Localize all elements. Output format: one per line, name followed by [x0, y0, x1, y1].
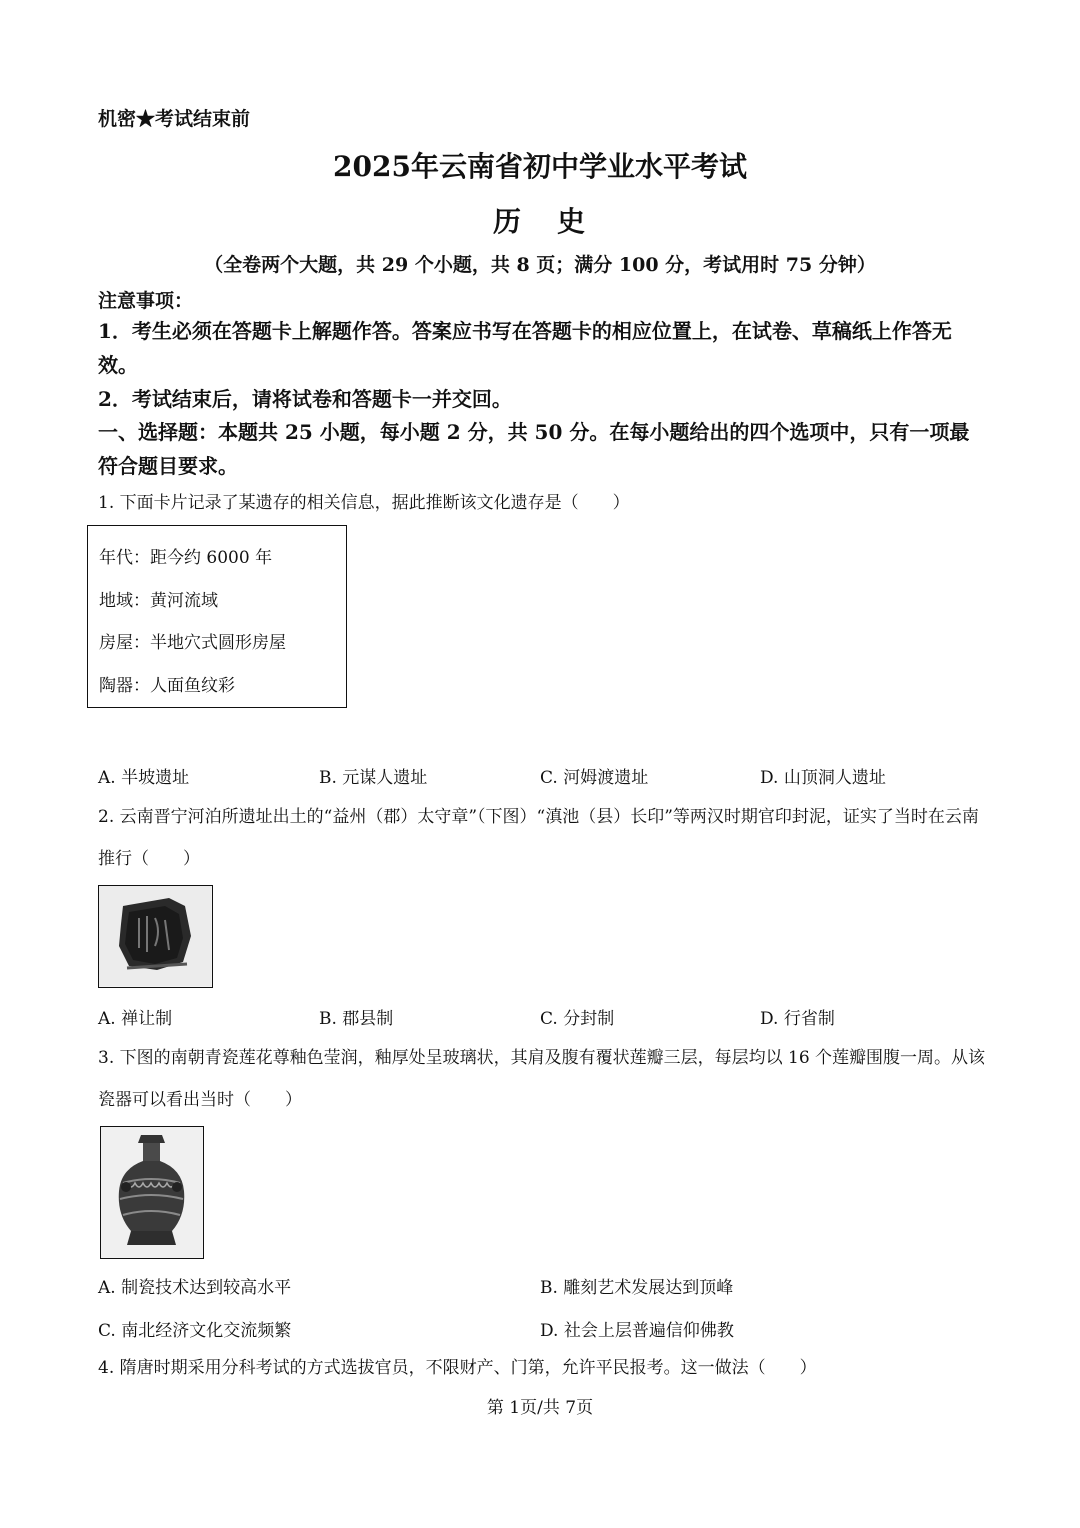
- q1-option-d[interactable]: D. 山顶洞人遗址: [760, 768, 886, 788]
- lotus-vase-illustration: [101, 1127, 202, 1257]
- subject-char-1: 历: [492, 205, 523, 238]
- q1-option-a[interactable]: A. 半坡遗址: [98, 768, 190, 788]
- notice-item-2: 2．考试结束后，请将试卷和答题卡一并交回。: [98, 387, 512, 411]
- q1-option-c[interactable]: C. 河姆渡遗址: [540, 768, 649, 788]
- q2-option-b[interactable]: B. 郡县制: [319, 1009, 394, 1029]
- page-number: 第 1页/共 7页: [486, 1398, 594, 1418]
- q3-stem: 3. 下图的南朝青瓷莲花尊釉色莹润，釉厚处呈玻璃状，其肩及腹有覆状莲瓣三层，每层均以 16 个莲瓣围腹一周。从该瓷器可以看出当时（ ）: [98, 1048, 986, 1110]
- q3-option-d[interactable]: D. 社会上层普遍信仰佛教: [540, 1321, 734, 1341]
- subject-char-2: 史: [557, 205, 588, 238]
- subject-title: [0, 200, 1080, 240]
- lotus-vase-image: [100, 1126, 204, 1259]
- seal-clay-illustration: [99, 886, 211, 986]
- card-line: 房屋：半地穴式圆形房屋: [99, 633, 286, 653]
- card-line: 年代：距今约 6000 年: [99, 548, 273, 568]
- q3-option-b[interactable]: B. 雕刻艺术发展达到顶峰: [540, 1278, 734, 1298]
- exam-title: 2025年云南省初中学业水平考试: [333, 150, 747, 183]
- q1-info-card: [87, 525, 347, 708]
- q1-stem: 1. 下面卡片记录了某遗存的相关信息，据此推断该文化遗存是（ ）: [98, 493, 630, 513]
- q2-stem: 2. 云南晋宁河泊所遗址出土的“益州（郡）太守章”（下图）“滇池（县）长印”等两汉时期官印封泥，证实了当时在云南推行（ ）: [98, 807, 979, 869]
- q2-option-d[interactable]: D. 行省制: [760, 1009, 835, 1029]
- confidential-label: 机密★考试结束前: [98, 108, 251, 130]
- exam-info: （全卷两个大题，共 29 个小题，共 8 页；满分 100 分，考试用时 75 分钟）: [204, 254, 876, 276]
- q4-stem: 4. 隋唐时期采用分科考试的方式选拔官员，不限财产、门第，允许平民报考。这一做法（ ）: [98, 1358, 817, 1378]
- card-line: 地域：黄河流域: [99, 591, 218, 611]
- q3-option-a[interactable]: A. 制瓷技术达到较高水平: [98, 1278, 292, 1298]
- notice-title: 注意事项：: [98, 290, 194, 312]
- q2-option-a[interactable]: A. 禅让制: [98, 1009, 173, 1029]
- q3-option-c[interactable]: C. 南北经济文化交流频繁: [98, 1321, 292, 1341]
- q1-option-b[interactable]: B. 元谋人遗址: [319, 768, 428, 788]
- seal-clay-image: [98, 885, 213, 988]
- notice-item-1: 1．考生必须在答题卡上解题作答。答案应书写在答题卡的相应位置上，在试卷、草稿纸上作答无效。: [98, 319, 952, 377]
- section-heading: 一、选择题：本题共 25 小题，每小题 2 分，共 50 分。在每小题给出的四个选项中，只有一项最符合题目要求。: [98, 420, 970, 478]
- q2-option-c[interactable]: C. 分封制: [540, 1009, 615, 1029]
- card-line: 陶器：人面鱼纹彩: [99, 676, 235, 696]
